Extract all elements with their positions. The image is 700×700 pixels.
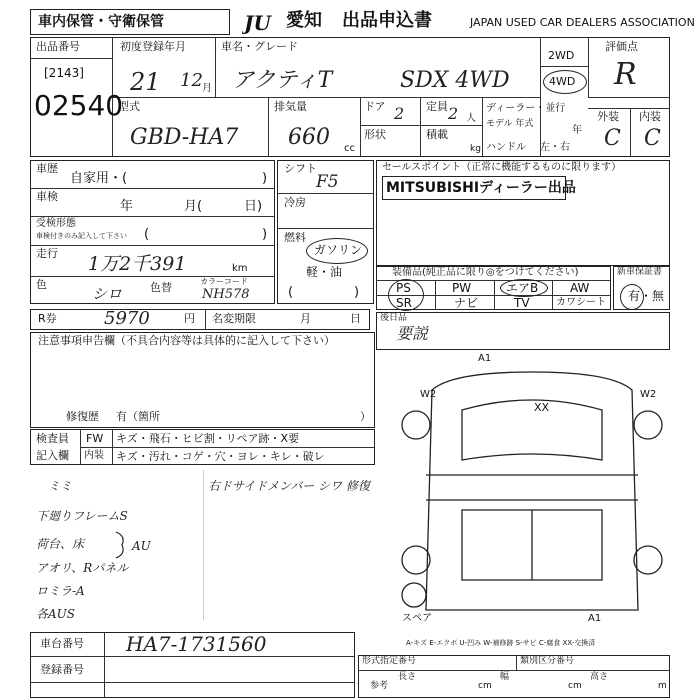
sales-point-label: セールスポイント（正常に機能するものに限ります） [382,162,622,173]
fuel-diesel: 軽・油 [306,265,343,279]
comment-brace-icon [112,530,132,560]
year-unit: 年 [572,125,582,136]
inspection-label: 車検 [36,190,58,203]
inspector-int-text: キズ・汚れ・コゲ・穴・ヨレ・キレ・破レ [116,450,325,463]
warranty-options: 有・無 [628,289,665,303]
type-value: GBD-HA7 [130,125,239,150]
form-spec-label: 形式指定番号 [362,656,417,666]
length-unit: cm [478,681,492,691]
comment-line-6: ロミラ-A [36,584,85,598]
capacity-value: 2 [448,104,459,123]
receipt-label: 受検形態 [36,218,76,229]
first-registration-label: 初度登録年月 [120,40,186,53]
equipment-item-ps: PS [396,281,411,295]
interior-value: C [644,126,661,151]
capacity-unit: 人 [466,113,476,124]
fuel-gasoline-circle [306,238,368,264]
inspector-int-label: 内装 [84,450,104,461]
form-title: 出品申込書 [342,10,432,31]
comment-line-1: ミミ [48,479,73,493]
color-label: 色 [36,278,47,291]
mileage-label: 走行 [36,247,58,260]
color-code-value: NH578 [202,287,250,302]
dealer-label: ディーラー・並行 [486,103,566,114]
org-title: 愛知 [286,10,322,31]
recycle-label: R券 [38,312,57,325]
displacement-unit: cc [344,143,355,154]
history-label: 車歴 [36,162,58,175]
drive-4wd-circle [543,70,587,94]
model-label: 車名・グレード [221,40,298,53]
ju-logo [242,9,284,35]
registration-label: 登録番号 [40,663,84,676]
exterior-value: C [604,126,621,151]
displacement-label: 排気量 [274,100,307,113]
color-value: シロ [92,285,123,303]
equipment-item-tv: TV [514,296,530,310]
exterior-label: 外装 [597,110,619,123]
fuel-paren-close: ) [354,285,360,300]
length-label: 長さ [398,672,417,682]
handle-label: ハンドル [486,142,526,153]
repair-history-value: 有（箇所 [116,410,160,423]
diagram-mark-w2-right: W2 [640,389,657,400]
chassis-label: 車台番号 [40,637,84,650]
inspection-day: 日) [244,199,263,214]
height-unit: m [658,681,667,691]
mileage-unit: km [232,263,248,274]
fuel-gasoline: ガソリン [314,243,363,257]
recycle-value: 5970 [104,308,150,329]
rating-label: 評価点 [605,40,638,53]
storage-label: 車内保管・守衛保管 [38,14,164,30]
rear-field-label: 後日品 [380,313,408,323]
rating-value: R [614,57,637,92]
shift-value: F5 [316,172,339,192]
inspection-month: 月( [184,199,203,214]
displacement-value: 660 [288,125,330,150]
diagram-mark-xx: XX [534,401,550,414]
inspector-fw-text: キズ・飛石・ヒビ割・リペア跡・X要 [116,432,300,445]
recycle-block [30,309,370,330]
history-value: 自家用・( [70,171,128,186]
recycle-unit: 円 [184,312,195,325]
model-grade: SDX 4WD [400,68,510,93]
comment-line-4: 荷台、床 [36,537,85,551]
diagram-legend: A-キズ E-エクボ U-凹み W-補修跡 S-サビ C-腐食 XX-交換済 [406,639,596,647]
warranty-label: 新車保証書 [617,267,663,277]
listing-number-label: 出品番号 [36,40,80,53]
inspector-label-2: 記入欄 [36,449,69,462]
handle-options: 左・右 [540,142,570,153]
diagram-mark-a1-bottom: A1 [588,613,602,624]
receipt-note: 車検付きのみ記入して下さい [36,232,127,240]
name-change-day: 日 [350,312,361,325]
doors-label: ドア [364,100,386,113]
repair-history-label: 修復歴 [66,410,99,423]
mileage-value: 1万2千391 [88,253,187,275]
doors-value: 2 [394,104,405,123]
inspector-label-1: 検査員 [36,432,69,445]
width-label: 幅 [500,672,510,682]
comment-mark-au: AU [132,539,151,553]
fuel-paren-open: ( [288,285,294,300]
equipment-item-navi: ナビ [454,296,479,310]
repair-history-close: ） [360,410,371,423]
type-label: 型式 [118,100,140,113]
capacity-label: 定員 [426,100,448,113]
width-unit: cm [568,681,582,691]
ref-label: 参考 [370,681,389,691]
history-close: ) [262,171,268,186]
diagram-mark-a1-top: A1 [478,353,492,364]
chassis-value: HA7-1731560 [126,632,267,656]
shape-label: 形状 [364,128,386,141]
model-name: アクティT [232,68,333,93]
fuel-label: 燃料 [284,231,306,244]
sales-point-text: MITSUBISHIディーラー出品 [386,180,576,196]
comment-line-7: 各AUS [36,607,76,621]
repaint-label: 色替 [150,281,172,294]
receipt-open: ( [144,227,150,242]
drive-4wd: 4WD [549,75,576,88]
color-code-label: カラーコード [200,277,248,286]
diagram-spare-label: スペア [402,613,432,624]
comment-line-5: アオリ、Rパネル [36,561,129,575]
drive-2wd: 2WD [548,49,575,62]
ju-logo-text: JU [244,11,271,35]
ac-label: 冷房 [284,196,306,209]
equipment-item-airbag: エアB [506,281,539,295]
equipment-ps-circle [388,279,424,311]
comment-line-3: 下廻りフレームS [36,509,128,523]
first-registration-year: 21 [130,68,161,96]
name-change-label: 名変期限 [212,312,256,325]
listing-sub-number: [2143] [44,66,84,80]
diagram-mark-w2-left: W2 [420,389,437,400]
first-registration-month-unit: 月 [202,83,212,94]
equipment-item-sr: SR [396,296,412,310]
comment-line-2: 右ドサイドメンバー シワ 修復 [208,479,370,493]
org-english: JAPAN USED CAR DEALERS ASSOCIATION [470,16,695,29]
equipment-airbag-circle [500,279,548,297]
load-label: 積載 [426,128,448,141]
load-unit: kg [470,144,481,154]
model-year-label: モデル 年式 [486,119,534,129]
equipment-item-leather: カワシート [556,297,606,308]
interior-label: 内装 [639,110,661,123]
first-registration-month: 12 [180,70,203,91]
notes-label: 注意事項申告欄（不具合内容等は具体的に記入して下さい） [38,334,335,347]
height-label: 高さ [590,672,609,682]
rear-field-value: 要説 [396,324,429,343]
listing-number: 02540 [34,89,124,122]
equipment-item-aw: AW [570,281,590,295]
name-change-month: 月 [300,312,311,325]
inspection-year: 年 [120,199,134,214]
inspector-fw-label: FW [86,432,104,445]
class-label: 類別区分番号 [520,656,575,666]
warranty-circle [620,284,644,310]
receipt-close: ) [262,227,268,242]
equipment-item-pw: PW [452,281,472,295]
shift-label: シフト [284,162,317,175]
equipment-label: 装備品(純正品に限り◎をつけてください) [392,267,579,278]
